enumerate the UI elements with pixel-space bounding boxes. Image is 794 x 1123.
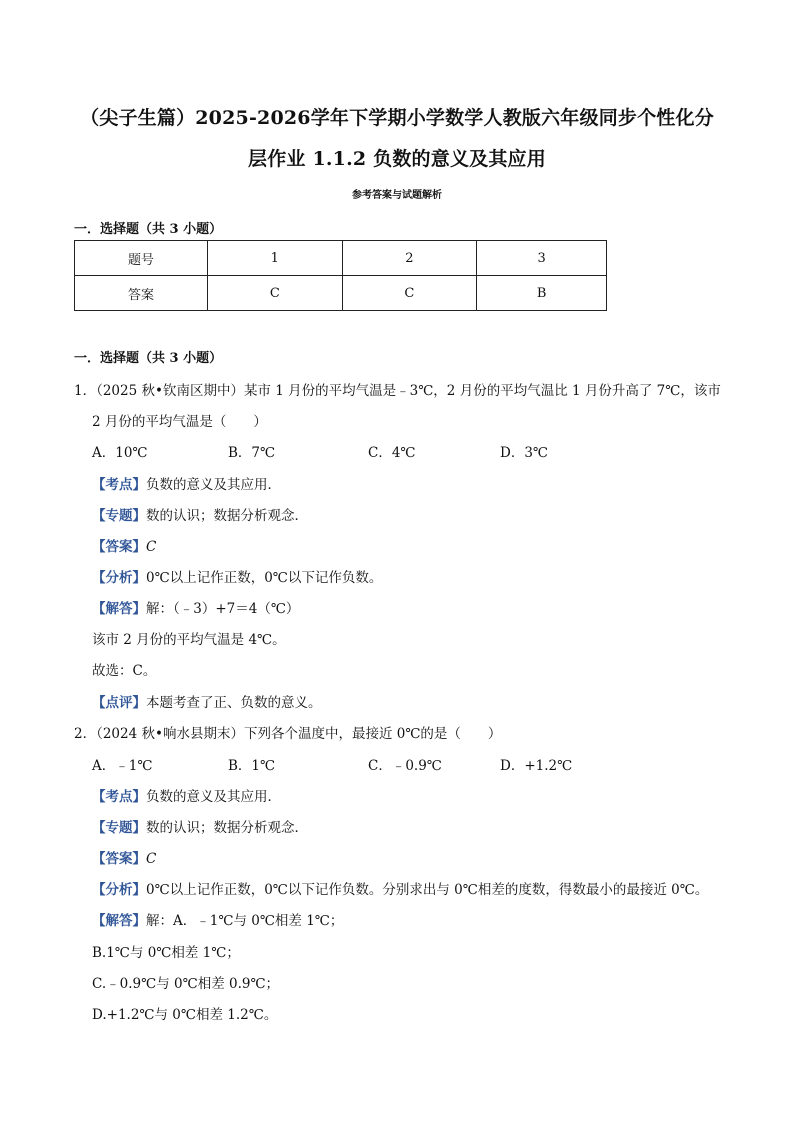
q1-option-c: C．4℃ [368, 445, 416, 461]
table-header-number: 题号 [75, 241, 208, 276]
q1-stem-line1: 1．（2025 秋•钦南区期中）某市 1 月份的平均气温是﹣3℃，2 月份的平均气温比 1 月份升高了 7℃，该市 [74, 383, 721, 399]
q1-solution-line: 该市 2 月份的平均气温是 4℃。 [92, 632, 286, 648]
q1-option-d: D．3℃ [500, 445, 549, 461]
q1-stem-line2: 2 月份的平均气温是（ ） [92, 414, 267, 430]
q1-dianping-text: 本题考查了正、负数的意义。 [146, 695, 322, 711]
q2-daan-text: C [146, 851, 157, 867]
q1-fenxi-text: 0℃以上记作正数，0℃以下记作负数。 [146, 570, 383, 586]
answer-section-title: 一．选择题（共 3 小题） [74, 222, 223, 237]
q1-jieda-tag: 【解答】 [92, 601, 146, 617]
q1-fenxi-tag: 【分析】 [92, 570, 146, 586]
q1-jieda [92, 597, 299, 617]
q2-jieda [92, 909, 343, 929]
table-cell: 3 [477, 241, 607, 276]
table-cell: C [342, 276, 477, 311]
q2-jieda-text: 解：A．﹣1℃与 0℃相差 1℃； [146, 913, 344, 929]
q1-jieda-text: 解：（﹣3）+7＝4（℃） [146, 601, 300, 617]
q1-daan-tag: 【答案】 [92, 539, 146, 555]
q1-zhuanti-tag: 【专题】 [92, 508, 146, 524]
q2-option-b: B．1℃ [228, 758, 276, 774]
q2-zhuanti [92, 816, 308, 836]
q1-zhuanti-text: 数的认识；数据分析观念． [146, 508, 308, 524]
detail-section-title: 一．选择题（共 3 小题） [74, 351, 223, 366]
q2-stem-line1: 2．（2024 秋•响水县期末）下列各个温度中，最接近 0℃的是（ ） [74, 726, 502, 742]
q2-zhuanti-text: 数的认识；数据分析观念． [146, 820, 308, 836]
q1-option-b: B．7℃ [228, 445, 276, 461]
q2-option-d: D．+1.2℃ [500, 758, 573, 774]
document-title-line2: 层作业 1.1.2 负数的意义及其应用 [248, 148, 546, 170]
q1-option-a: A．10℃ [92, 445, 148, 461]
q2-fenxi-text: 0℃以上记作正数，0℃以下记作负数。分别求出与 0℃相差的度数，得数最小的最接近 0℃。 [146, 882, 709, 898]
q2-solution-line-b: B.1℃与 0℃相差 1℃； [92, 945, 240, 961]
q2-option-c: C．﹣0.9℃ [368, 758, 442, 774]
q2-daan-tag: 【答案】 [92, 851, 146, 867]
q2-zhuanti-tag: 【专题】 [92, 820, 146, 836]
q2-kaodian [92, 785, 281, 805]
q2-fenxi-tag: 【分析】 [92, 882, 146, 898]
document-title-line1: （尖子生篇）2025-2026学年下学期小学数学人教版六年级同步个性化分 [80, 107, 714, 129]
q1-kaodian [92, 473, 281, 493]
q1-choice-line: 故选：C。 [92, 663, 157, 679]
q2-kaodian-tag: 【考点】 [92, 789, 146, 805]
q2-jieda-tag: 【解答】 [92, 913, 146, 929]
table-cell: 1 [208, 241, 343, 276]
q2-daan [92, 847, 156, 867]
table-cell: B [477, 276, 607, 311]
table-row [75, 276, 607, 311]
q1-fenxi [92, 566, 382, 586]
q2-kaodian-text: 负数的意义及其应用． [146, 789, 281, 805]
q1-zhuanti [92, 504, 308, 524]
q1-dianping [92, 691, 322, 711]
q1-kaodian-tag: 【考点】 [92, 477, 146, 493]
q2-fenxi [92, 878, 708, 898]
q1-daan-text: C [146, 539, 157, 555]
table-header-answer: 答案 [75, 276, 208, 311]
table-cell: C [208, 276, 343, 311]
q2-option-a: A．﹣1℃ [92, 758, 153, 774]
q1-dianping-tag: 【点评】 [92, 695, 146, 711]
q1-daan [92, 535, 156, 555]
table-cell: 2 [342, 241, 477, 276]
q2-solution-line-d: D.+1.2℃与 0℃相差 1.2℃。 [92, 1007, 278, 1023]
document-subtitle: 参考答案与试题解析 [352, 190, 442, 201]
q1-kaodian-text: 负数的意义及其应用． [146, 477, 281, 493]
answer-table [74, 240, 607, 311]
q2-solution-line-c: C.﹣0.9℃与 0℃相差 0.9℃； [92, 976, 280, 992]
table-row [75, 241, 607, 276]
